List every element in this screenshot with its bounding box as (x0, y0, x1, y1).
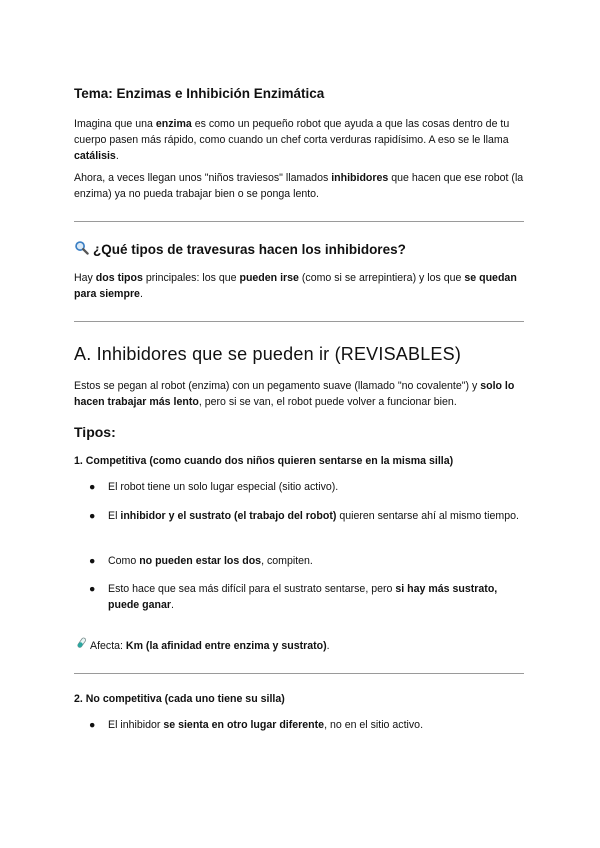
bullet-icon: ● (89, 510, 96, 522)
divider-2 (74, 321, 524, 322)
intro-paragraph-2: Ahora, a veces llegan unos "niños traviesos" llamados inhibidores que hacen que ese robot (la enzima) ya no pueda trabajar bien o se ponga lento. (74, 172, 524, 200)
test-tube-icon (74, 637, 87, 655)
topic-heading: Tema: Enzimas e Inhibición Enzimática (74, 86, 325, 101)
bullet-icon: ● (89, 719, 96, 731)
bullet-icon: ● (89, 583, 96, 595)
magnifier-icon (74, 240, 89, 258)
section-a-title: A. Inhibidores que se pueden ir (REVISABLES) (74, 344, 462, 364)
types-paragraph: Hay dos tipos principales: los que pueden irse (como si se arrepintiera) y los que se quedan para siempre. (74, 272, 517, 300)
noncompetitive-heading: 2. No competitiva (cada uno tiene su silla) (74, 693, 285, 705)
divider-3 (74, 673, 524, 674)
tipos-heading: Tipos: (74, 424, 116, 440)
section-a-paragraph: Estos se pegan al robot (enzima) con un pegamento suave (llamado "no covalente") y solo lo hacen trabajar más lento, pero si se van, el robot puede volver a funcionar bien. (74, 380, 515, 408)
question-heading: ¿Qué tipos de travesuras hacen los inhibidores? (74, 240, 406, 258)
divider-1 (74, 221, 524, 222)
affects-line: Afecta: Km (la afinidad entre enzima y sustrato). (74, 637, 330, 655)
bullet-icon: ● (89, 481, 96, 493)
intro-paragraph-1: Imagina que una enzima es como un pequeño robot que ayuda a que las cosas dentro de tu cuerpo pasen más rápido, como cuando un chef corta verduras rapidísimo. A eso se le llama catálisis. (74, 118, 510, 162)
bullet-icon: ● (89, 555, 96, 567)
competitive-heading: 1. Competitiva (como cuando dos niños quieren sentarse en la misma silla) (74, 455, 454, 467)
